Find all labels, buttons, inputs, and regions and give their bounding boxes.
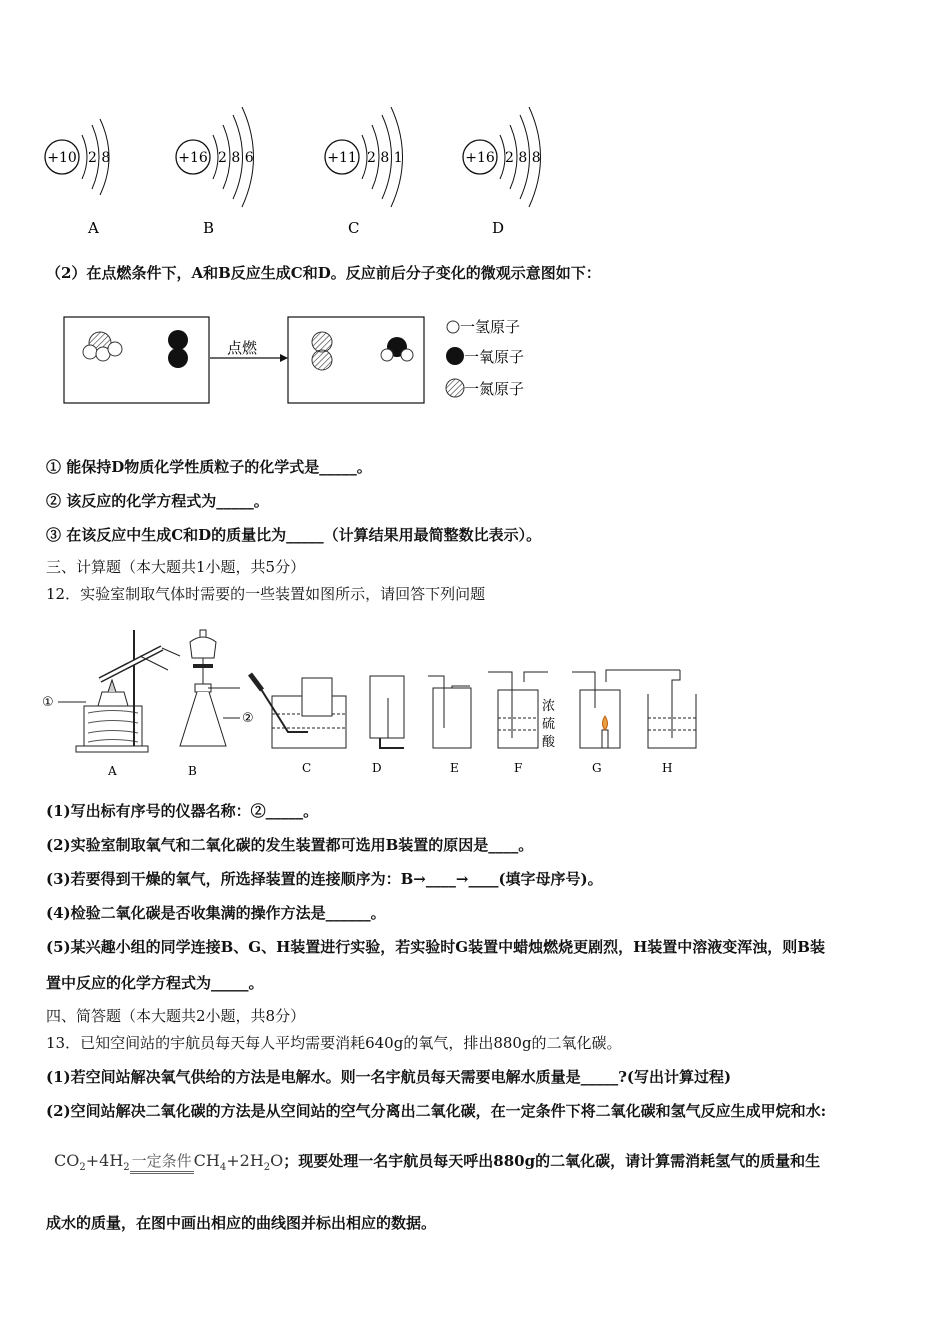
atom-A: [45, 119, 110, 237]
label-B: B: [188, 764, 197, 778]
label-G: G: [592, 761, 602, 775]
apparatus-labels: [107, 761, 672, 778]
reaction-diagram: [60, 310, 560, 410]
arrow-label: 点燃: [227, 339, 258, 357]
label-F: F: [514, 761, 523, 775]
label-E: E: [450, 761, 459, 775]
atom-A-nucleus: +10: [47, 150, 77, 166]
label-D: D: [372, 761, 382, 775]
q12-stem: 12．实验室制取气体时需要的一些装置如图所示，请回答下列问题: [46, 585, 486, 603]
q13-eq-tail: ；现要处理一名宇航员每天呼出880g的二氧化碳，请计算需消耗氢气的质量和生: [283, 1152, 821, 1170]
water-molecule: [381, 337, 413, 361]
acid-char-3: 酸: [542, 735, 556, 750]
q13-p3: 成水的质量，在图中画出相应的曲线图并标出相应的数据。: [46, 1214, 437, 1232]
q12-p4: (4)检验二氧化碳是否收集满的操作方法是______。: [46, 904, 386, 922]
atom-C: [325, 107, 403, 237]
q11-part2: （2）在点燃条件下，A和B反应生成C和D。反应前后分子变化的微观示意图如下：: [46, 264, 601, 282]
atom-D-label: D: [492, 219, 505, 237]
atom-C-label: C: [348, 219, 360, 237]
apparatus-A: [42, 630, 180, 752]
q11-sub1: ① 能保持D物质化学性质粒子的化学式是_____。: [46, 458, 372, 476]
acid-char-2: 硫: [542, 717, 556, 732]
label-C: C: [302, 761, 312, 775]
legend-oxygen: 一氧原子: [464, 348, 525, 366]
acid-char-1: 浓: [542, 699, 556, 714]
apparatus-F: [488, 672, 556, 750]
marker-1: ①: [42, 695, 54, 710]
legend-nitrogen: 一氮原子: [464, 380, 525, 398]
atom-B: [176, 107, 254, 237]
atom-D-electrons: 2 8 8: [505, 150, 541, 166]
q11-sub2: ② 该反应的化学方程式为_____。: [46, 492, 269, 510]
atom-C-nucleus: +11: [327, 150, 357, 166]
label-A: A: [108, 764, 117, 778]
atom-A-electrons: 2 8: [88, 150, 111, 166]
atom-A-label: A: [88, 219, 99, 237]
apparatus-G: [572, 670, 680, 748]
q11-sub3: ③ 在该反应中生成C和D的质量比为_____（计算结果用最简整数比表示）。: [46, 526, 542, 544]
legend-hydrogen: 一氢原子: [460, 318, 521, 336]
eq-co2: $CO_2+4H_2$: [54, 1151, 130, 1174]
q13-equation-line: [54, 1150, 820, 1174]
atom-B-nucleus: +16: [178, 150, 208, 166]
legend: [446, 318, 524, 398]
atom-diagrams: [30, 95, 590, 245]
apparatus-D: [370, 676, 404, 748]
q12-p3: (3)若要得到干燥的氧气，所选择装置的连接顺序为：B→____→____(填字母序号)。: [46, 870, 603, 888]
q12-p1: (1)写出标有序号的仪器名称：②_____。: [46, 802, 319, 820]
section-4-heading: 四、简答题（本大题共2小题，共8分）: [46, 1007, 306, 1025]
nitrogen-molecule: [312, 332, 332, 370]
marker-2: ②: [242, 711, 254, 726]
q13-stem: 13．已知空间站的宇航员每天每人平均需要消耗640g的氧气，排出880g的二氧化碳。: [46, 1034, 622, 1052]
apparatus-C: [250, 674, 346, 748]
section-3-heading: 三、计算题（本大题共1小题，共5分）: [46, 558, 306, 576]
apparatus-H: [648, 670, 696, 748]
ammonia-molecule: [83, 332, 122, 361]
q12-p5b: 置中反应的化学方程式为_____。: [46, 974, 264, 992]
atom-B-label: B: [203, 219, 215, 237]
q13-p2: (2)空间站解决二氧化碳的方法是从空间站的空气分离出二氧化碳，在一定条件下将二氧化碳和氢气反应生成甲烷和水:: [46, 1102, 827, 1120]
apparatus-B: [180, 630, 254, 746]
q12-p2: (2)实验室制取氧气和二氧化碳的发生装置都可选用B装置的原因是____。: [46, 836, 534, 854]
q12-p5a: (5)某兴趣小组的同学连接B、G、H装置进行实验，若实验时G装置中蜡烛燃烧更剧烈，H装置中溶液变浑浊，则B装: [46, 938, 825, 956]
eq-products: $CH_4+2H_2O$: [193, 1151, 284, 1174]
atom-D: [463, 107, 541, 237]
atom-D-nucleus: +16: [465, 150, 495, 166]
apparatus-E: [428, 676, 471, 748]
apparatus-diagram: [40, 618, 720, 783]
oxygen-molecule: [168, 330, 188, 368]
atom-B-electrons: 2 8 6: [218, 150, 254, 166]
eq-condition: 一定条件: [130, 1150, 194, 1174]
q13-p1: (1)若空间站解决氧气供给的方法是电解水。则一名宇航员每天需要电解水质量是_____?(写出计算过程): [46, 1068, 732, 1086]
label-H: H: [662, 761, 673, 775]
atom-C-electrons: 2 8 1: [367, 150, 403, 166]
